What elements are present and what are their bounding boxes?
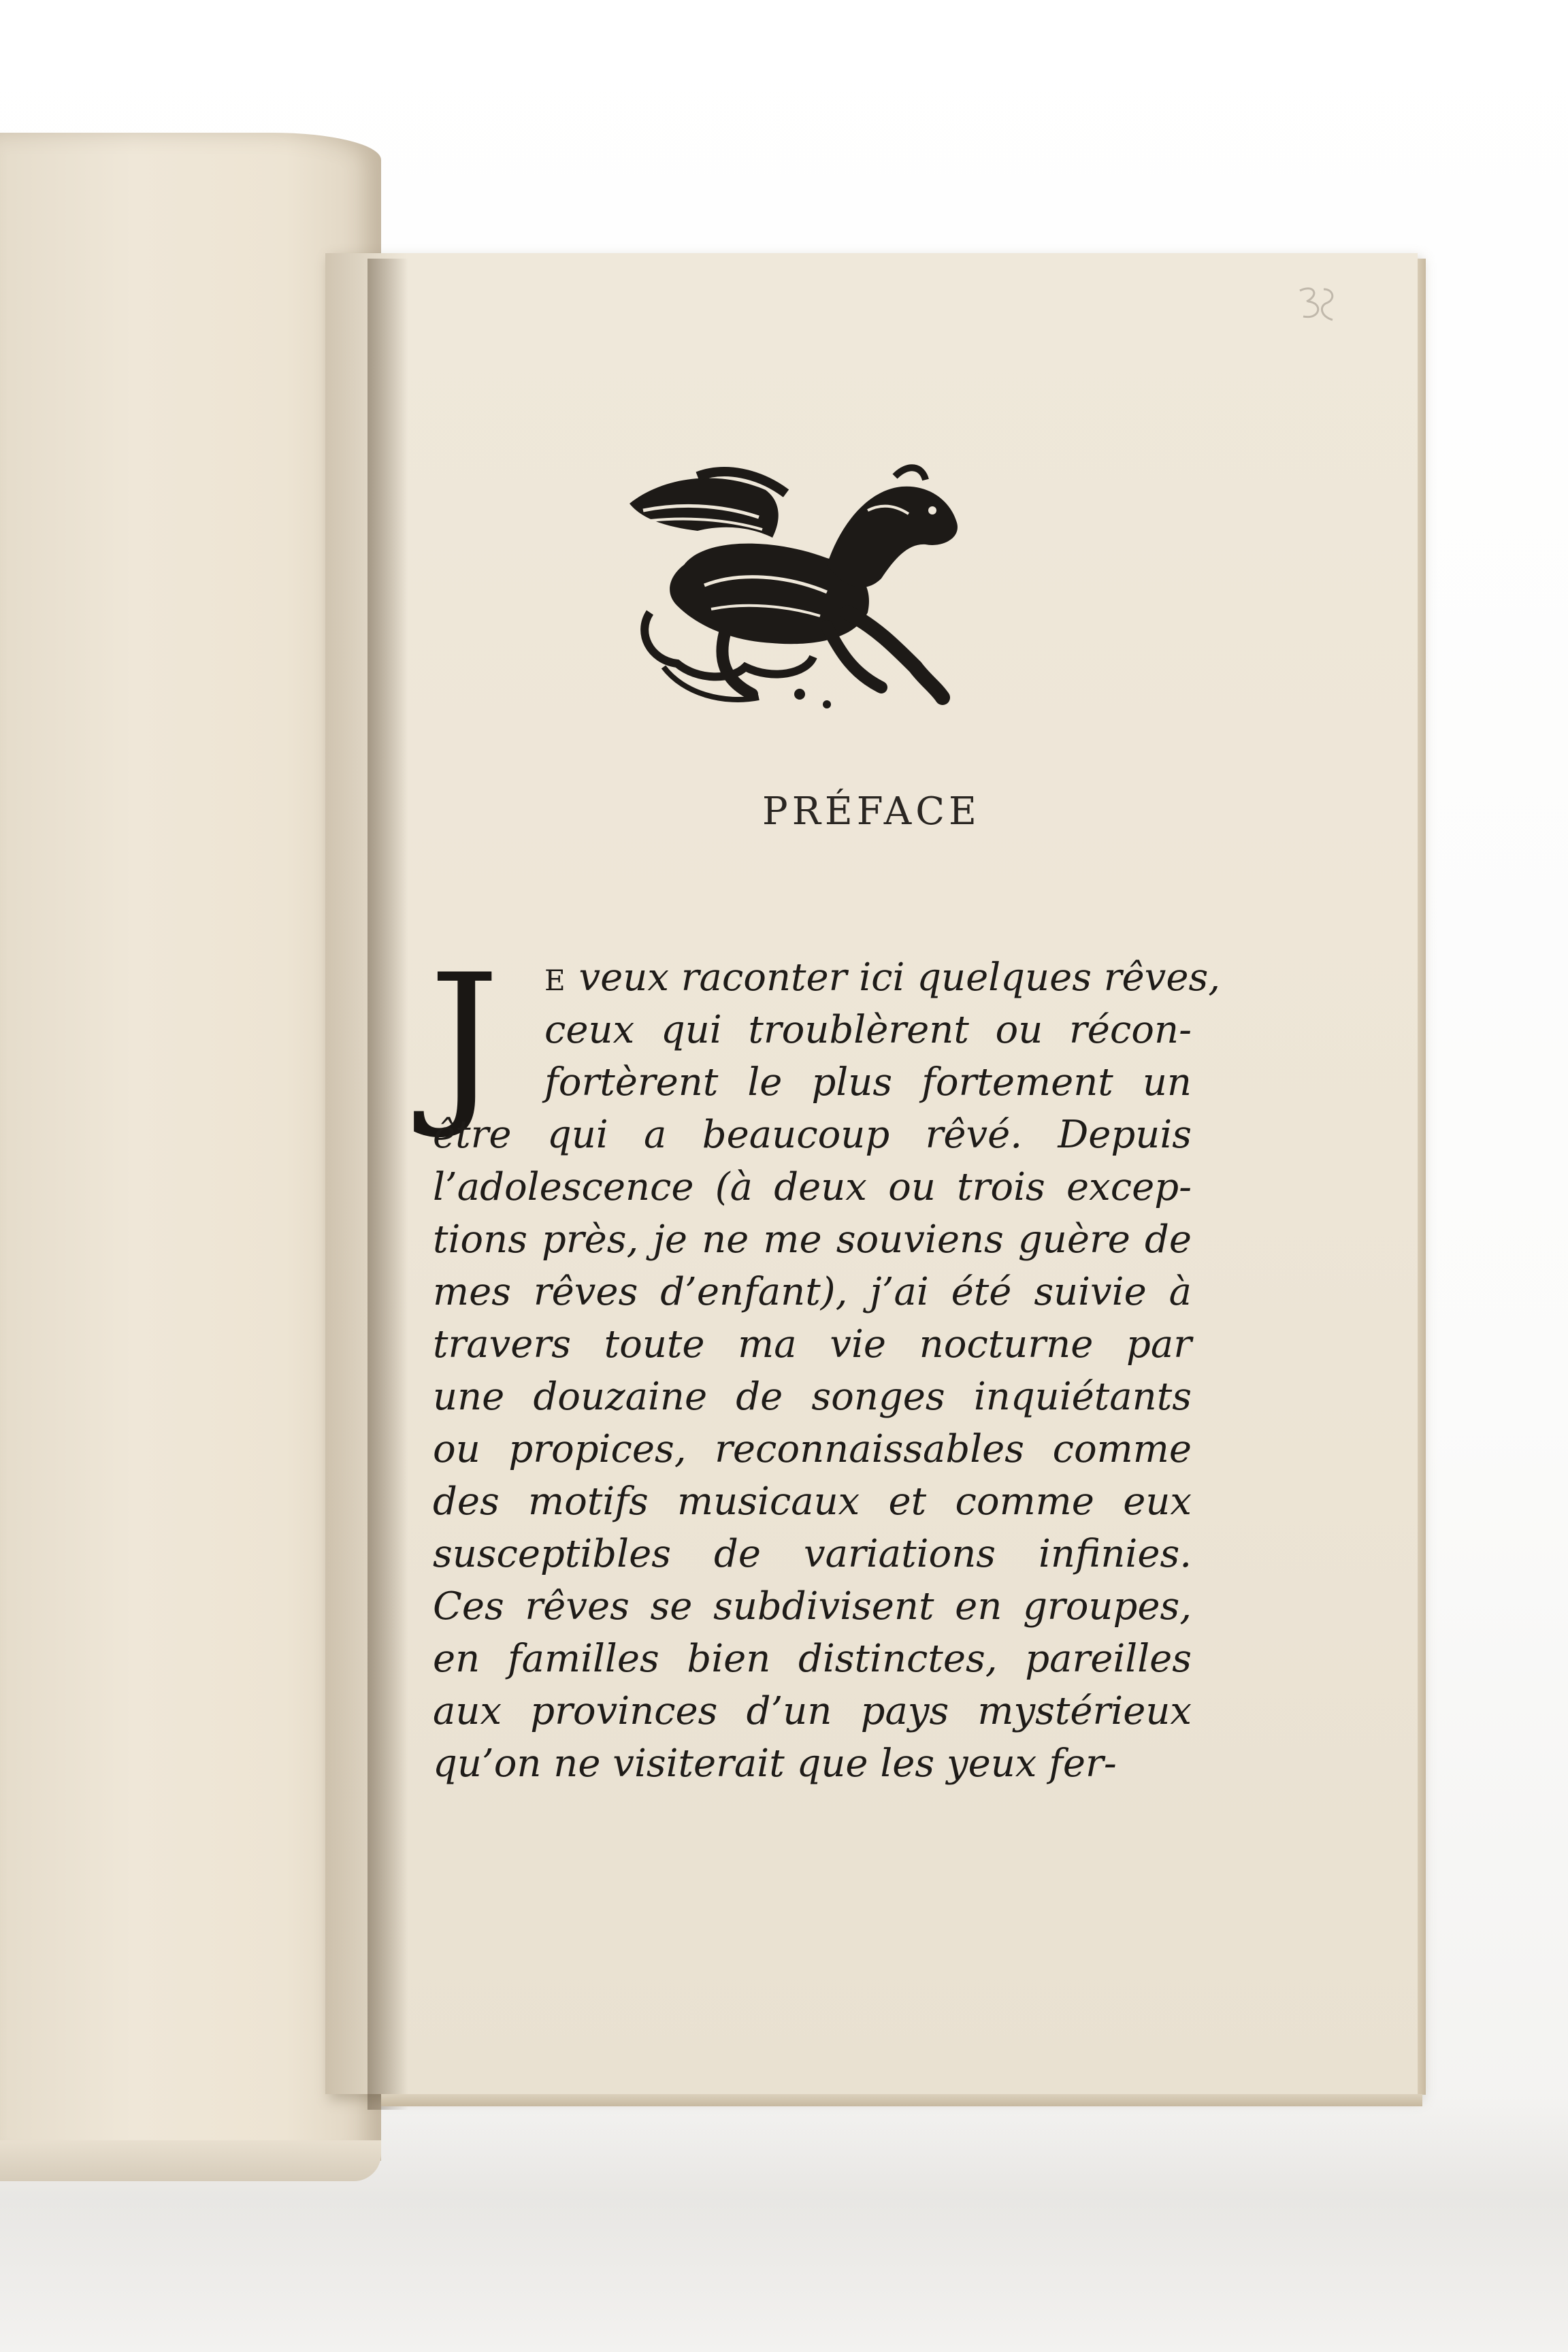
text-line: fortèrent le plus fortement un — [544, 1060, 1192, 1105]
left-page — [0, 133, 381, 2161]
text-line: être qui a beaucoup rêvé. Depuis — [433, 1113, 1192, 1157]
text-line: une douzaine de songes inquiétants — [433, 1375, 1192, 1419]
text-line: tions près, je ne me souviens guère de — [433, 1218, 1192, 1262]
first-letter-rest: E — [544, 964, 567, 997]
text-line: des motifs musicaux et comme eux — [433, 1480, 1192, 1524]
page-fore-edge — [1418, 259, 1426, 2095]
page-title: PRÉFACE — [762, 789, 981, 834]
text-line: aux provinces d’un pays mystérieux — [433, 1689, 1192, 1733]
pencil-note-icon — [1293, 282, 1341, 330]
text-line: mes rêves d’enfant), j’ai été suivie à — [433, 1270, 1192, 1314]
pegasus-vignette-icon — [623, 463, 990, 721]
text-line: E veux raconter ici quelques rêves, — [544, 956, 1220, 1000]
preface-text — [433, 951, 1220, 1790]
text-line: qu’on ne visiterait que les yeux fer- — [433, 1742, 1117, 1786]
text-line: l’adolescence (à deux ou trois excep- — [433, 1165, 1192, 1209]
text-line: en familles bien distinctes, pareilles — [433, 1637, 1192, 1681]
text-line: ou propices, reconnaissables comme — [433, 1427, 1192, 1471]
text-line: susceptibles de variations infinies. — [433, 1532, 1192, 1576]
text-line: ceux qui troublèrent ou récon- — [544, 1008, 1192, 1052]
text-line: travers toute ma vie nocturne par — [433, 1322, 1192, 1367]
page-bottom-edge — [381, 2094, 1422, 2106]
text-line: Ces rêves se subdivisent en groupes, — [433, 1584, 1192, 1629]
book-gutter — [368, 259, 408, 2110]
drop-cap: J — [429, 937, 500, 1143]
